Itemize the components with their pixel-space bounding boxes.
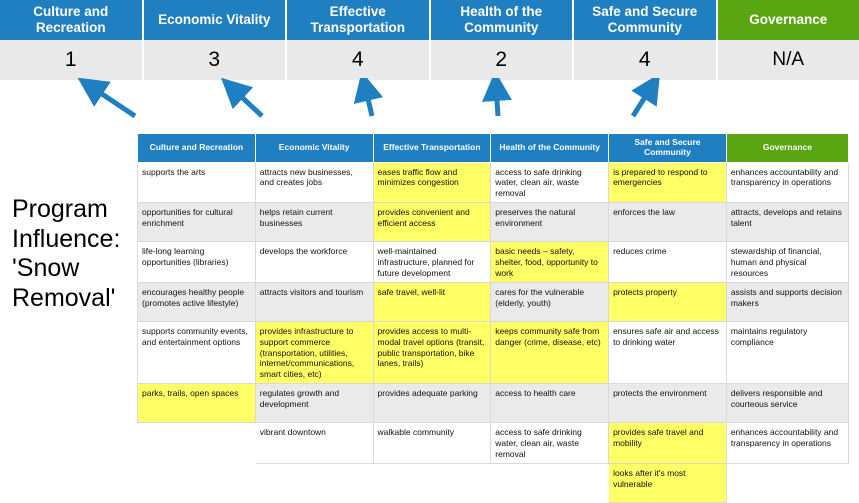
matrix-cell: walkable community	[373, 423, 491, 464]
matrix-cell: stewardship of financial, human and physical resources	[726, 242, 848, 283]
matrix-cell: access to safe drinking water, clean air, waste removal	[491, 423, 609, 464]
matrix-cell: develops the workforce	[255, 242, 373, 283]
matrix-cell: safe travel, well-lit	[373, 283, 491, 322]
header-cell-culture-and-recreation: Culture and Recreation	[0, 0, 144, 40]
score-effective-transportation: 4	[287, 40, 431, 80]
caption-line-1: Program	[12, 195, 137, 225]
header-cell-economic-vitality: Economic Vitality	[144, 0, 288, 40]
matrix-header-row	[138, 134, 849, 163]
matrix-header-culture-and-recreation: Culture and Recreation	[138, 134, 256, 163]
matrix-cell: attracts new businesses, and creates jobs	[255, 162, 373, 203]
matrix-cell	[373, 464, 491, 503]
matrix-cell: encourages healthy people (promotes active lifestyle)	[138, 283, 256, 322]
matrix-cell: protects the environment	[609, 384, 727, 423]
matrix-cell: opportunities for cultural enrichment	[138, 203, 256, 242]
matrix-cell: attracts, develops and retains talent	[726, 203, 848, 242]
matrix-cell: enhances accountability and transparency in operations	[726, 162, 848, 203]
matrix-cell: enhances accountability and transparency in operations	[726, 423, 848, 464]
table-row	[138, 384, 849, 423]
matrix-cell: protects property	[609, 283, 727, 322]
matrix-cell: helps retain current businesses	[255, 203, 373, 242]
matrix-cell: access to safe drinking water, clean air, waste removal	[491, 162, 609, 203]
caption-line-2: Influence:	[12, 225, 137, 255]
matrix-header-safe-and-secure-community: Safe and Secure Community	[609, 134, 727, 163]
program-influence-caption	[12, 195, 137, 313]
matrix-cell: provides access to multi-modal travel options (transit, public transportation, bike lanes, trails)	[373, 322, 491, 384]
matrix-cell: provides adequate parking	[373, 384, 491, 423]
table-row	[138, 283, 849, 322]
matrix-cell: ensures safe air and access to drinking water	[609, 322, 727, 384]
matrix-cell: eases traffic flow and minimizes congestion	[373, 162, 491, 203]
matrix-cell: reduces crime	[609, 242, 727, 283]
header-cell-effective-transportation: Effective Transportation	[287, 0, 431, 40]
matrix-header-health-of-the-community: Health of the Community	[491, 134, 609, 163]
matrix-cell: enforces the law	[609, 203, 727, 242]
matrix-cell: supports community events, and entertainment options	[138, 322, 256, 384]
matrix-cell: vibrant downtown	[255, 423, 373, 464]
matrix-cell: looks after it's most vulnerable	[609, 464, 727, 503]
table-row	[138, 203, 849, 242]
arrow-to-economic-vitality	[232, 88, 262, 116]
matrix-cell: access to health care	[491, 384, 609, 423]
matrix-cell: basic needs – safety, shelter, food, opportunity to work	[491, 242, 609, 283]
score-economic-vitality: 3	[144, 40, 288, 80]
influence-matrix-table	[137, 133, 849, 503]
score-culture-and-recreation: 1	[0, 40, 144, 80]
matrix-cell: supports the arts	[138, 162, 256, 203]
arrow-to-safe-and-secure-community	[633, 86, 652, 116]
matrix-cell	[138, 464, 256, 503]
matrix-header-economic-vitality: Economic Vitality	[255, 134, 373, 163]
matrix-cell: regulates growth and development	[255, 384, 373, 423]
matrix-cell: preserves the natural environment	[491, 203, 609, 242]
arrow-group	[0, 78, 859, 140]
header-cell-health-of-the-community: Health of the Community	[431, 0, 575, 40]
matrix-cell	[255, 464, 373, 503]
table-row	[138, 242, 849, 283]
scorecard-header-band	[0, 0, 859, 40]
matrix-cell	[138, 423, 256, 464]
matrix-header-governance: Governance	[726, 134, 848, 163]
matrix-cell: assists and supports decision makers	[726, 283, 848, 322]
matrix-cell: provides safe travel and mobility	[609, 423, 727, 464]
matrix-cell: maintains regulatory compliance	[726, 322, 848, 384]
matrix-cell	[491, 464, 609, 503]
arrow-to-health-of-the-community	[496, 86, 498, 116]
header-cell-safe-and-secure-community: Safe and Secure Community	[574, 0, 718, 40]
score-safe-and-secure-community: 4	[574, 40, 718, 80]
matrix-cell: life-long learning opportunities (libraries)	[138, 242, 256, 283]
matrix-header-effective-transportation: Effective Transportation	[373, 134, 491, 163]
caption-line-4: Removal'	[12, 284, 137, 314]
score-health-of-the-community: 2	[431, 40, 575, 80]
table-row	[138, 423, 849, 464]
score-governance: N/A	[718, 40, 859, 80]
table-row	[138, 162, 849, 203]
caption-line-3: 'Snow	[12, 254, 137, 284]
score-band	[0, 40, 859, 80]
table-row	[138, 322, 849, 384]
table-row	[138, 464, 849, 503]
matrix-cell: delivers responsible and courteous service	[726, 384, 848, 423]
matrix-cell: parks, trails, open spaces	[138, 384, 256, 423]
matrix-cell: is prepared to respond to emergencies	[609, 162, 727, 203]
matrix-cell: provides convenient and efficient access	[373, 203, 491, 242]
header-cell-governance: Governance	[718, 0, 859, 40]
matrix-cell: cares for the vulnerable (elderly, youth)	[491, 283, 609, 322]
matrix-cell: attracts visitors and tourism	[255, 283, 373, 322]
matrix-cell: well-maintained infrastructure, planned for future development	[373, 242, 491, 283]
arrow-to-culture-and-recreation	[90, 86, 135, 116]
matrix-cell	[726, 464, 848, 503]
matrix-cell: provides infrastructure to support commerce (transportation, utilities, internet/communications, smart cities, etc)	[255, 322, 373, 384]
matrix-cell: keeps community safe from danger (crime, disease, etc)	[491, 322, 609, 384]
arrow-to-effective-transportation	[365, 86, 372, 116]
